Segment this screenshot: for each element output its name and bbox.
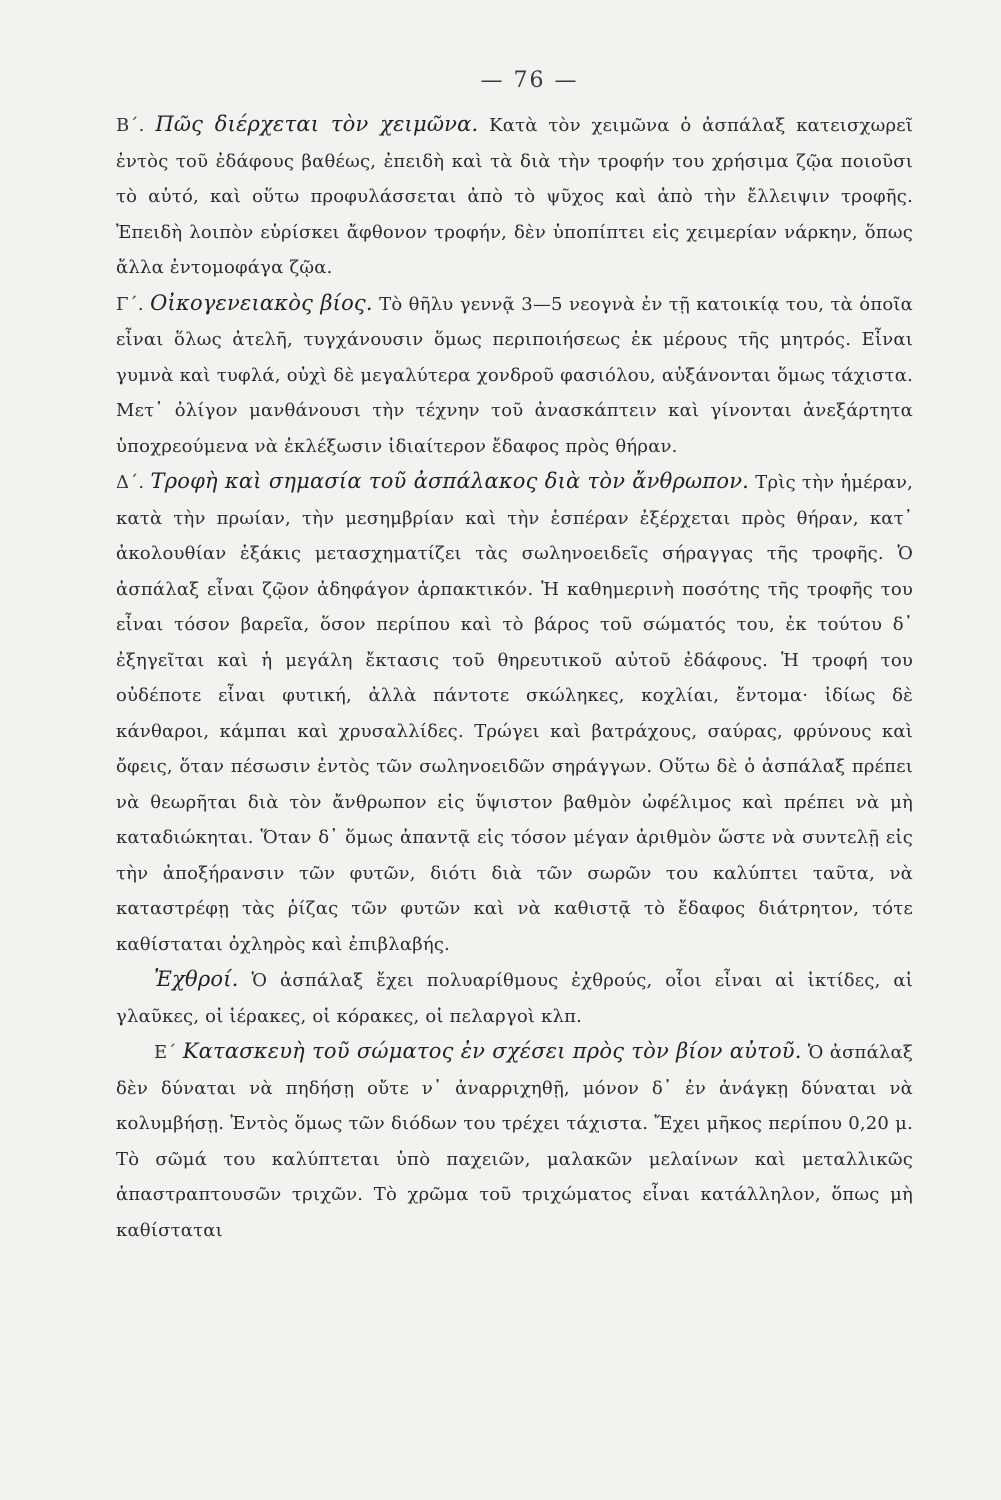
section-heading: Τροφὴ καὶ σημασία τοῦ ἀσπάλακος διὰ τὸν ἄνθρωπον.	[150, 469, 750, 493]
section-b	[116, 107, 913, 286]
section-heading: Ἐχθροί.	[154, 967, 239, 991]
section-text: Τὸ θῆλυ γεννᾷ 3—5 νεογνὰ ἐν τῇ κατοικίᾳ του, τὰ ὁποῖα εἶναι ὅλως ἀτελῆ, τυγχάνουσιν ὅμως περιποιήσεως ἐκ μέρους τῆς μητρός. Εἶναι γυμνὰ καὶ τυφλά, οὐχὶ δὲ μεγαλύτερα χονδροῦ φασιόλου, αὐξάνονται ὅμως τάχιστα. Μετ᾽ ὀλίγον μανθάνουσι τὴν τέχνην τοῦ ἀνασκάπτειν καὶ γίνονται ἀνεξάρτητα ὑποχρεούμενα νὰ ἐκλέξωσιν ἰδιαίτερον ἔδαφος πρὸς θήραν.	[116, 293, 914, 457]
section-letter: Γ΄.	[116, 293, 144, 315]
page-body	[116, 107, 913, 1248]
section-letter: Ε΄	[154, 1042, 177, 1063]
section-heading: Κατασκευὴ τοῦ σώματος ἐν σχέσει πρὸς τὸν βίον αὐτοῦ.	[182, 1039, 802, 1063]
section-heading: Οἰκογενειακὸς βίος.	[150, 290, 373, 315]
section-d	[116, 464, 913, 962]
section-text: Κατὰ τὸν χειμῶνα ὁ ἀσπάλαξ κατεισχωρεῖ ἐντὸς τοῦ ἐδάφους βαθέως, ἐπειδὴ καὶ τὰ διὰ τὴν τροφήν του χρήσιμα ζῷα ποιοῦσι τὸ αὐτό, καὶ οὕτω προφυλάσσεται ἀπὸ τὸ ψῦχος καὶ ἀπὸ τὴν ἔλλειψιν τροφῆς. Ἐπειδὴ λοιπὸν εὑρίσκει ἄφθονον τροφήν, δὲν ὑποπίπτει εἰς χειμερίαν νάρκην, ὅπως ἄλλα ἐντομοφάγα ζῷα.	[116, 115, 914, 278]
section-text: Ὁ ἀσπάλαξ δὲν δύναται νὰ πηδήσῃ οὔτε ν᾽ ἀναρριχηθῇ, μόνον δ᾽ ἐν ἀνάγκῃ δύναται νὰ κολυμβήσῃ. Ἐντὸς ὅμως τῶν διόδων του τρέχει τάχιστα. Ἔχει μῆκος περίπου 0,20 μ. Τὸ σῶμά του καλύπτεται ὑπὸ παχειῶν, μαλακῶν μελαίνων καὶ μεταλλικῶς ἀπαστραπτουσῶν τριχῶν. Τὸ χρῶμα τοῦ τριχώματος εἶναι κατάλληλον, ὅπως μὴ καθίσταται	[116, 1042, 914, 1241]
page-number: — 76 —	[480, 68, 579, 93]
section-text: Ὁ ἀσπάλαξ ἔχει πολυαρίθμους ἐχθρούς, οἷοι εἶναι αἱ ἰκτίδες, αἱ γλαῦκες, οἱ ἱέρακες, οἱ κόρακες, οἱ πελαργοὶ κλπ.	[116, 970, 913, 1027]
section-heading: Πῶς διέρχεται τὸν χειμῶνα.	[155, 112, 479, 136]
section-enemies	[116, 962, 913, 1034]
section-letter: Β΄.	[116, 115, 145, 136]
section-letter: Δ΄.	[116, 472, 145, 493]
section-text: Τρὶς τὴν ἡμέραν, κατὰ τὴν πρωίαν, τὴν μεσημβρίαν καὶ τὴν ἑσπέραν ἐξέρχεται πρὸς θήραν, κατ᾽ ἀκολουθίαν ἑξάκις μετασχηματίζει τὰς σωληνοειδεῖς σήραγγας τῆς τροφῆς. Ὁ ἀσπάλαξ εἶναι ζῷον ἀδηφάγον ἁρπακτικόν. Ἡ καθημερινὴ ποσότης τῆς τροφῆς του εἶναι τόσον βαρεῖα, ὅσον περίπου καὶ τὸ βάρος τοῦ σώματός του, ἐκ τούτου δ᾽ ἐξηγεῖται καὶ ἡ μεγάλη ἔκτασις τοῦ θηρευτικοῦ αὐτοῦ ἐδάφους. Ἡ τροφή του οὐδέποτε εἶναι φυτική, ἀλλὰ πάντοτε σκώληκες, κοχλίαι, ἔντομα· ἰδίως δὲ κάνθαροι, κάμπαι καὶ χρυσαλλίδες. Τρώγει καὶ βατράχους, σαύρας, φρύνους καὶ ὄφεις, ὅταν πέσωσιν ἐντὸς τῶν σωληνοειδῶν σηράγγων. Οὕτω δὲ ὁ ἀσπάλαξ πρέπει νὰ θεωρῆται διὰ τὸν ἄνθρωπον εἰς ὕψιστον βαθμὸν ὠφέλιμος καὶ πρέπει νὰ μὴ καταδιώκηται. Ὅταν δ᾽ ὅμως ἀπαντᾷ εἰς τόσον μέγαν ἀριθμὸν ὥστε νὰ συντελῇ εἰς τὴν ἀποξήρανσιν τῶν φυτῶν, διότι διὰ τῶν σωρῶν του καλύπτει ταῦτα, νὰ καταστρέφῃ τὰς ῥίζας τῶν φυτῶν καὶ νὰ καθιστᾷ τὸ ἔδαφος διάτρητον, τότε καθίσταται ὀχληρὸς καὶ ἐπιβλαβής.	[116, 472, 914, 955]
section-g	[116, 286, 913, 465]
section-e	[116, 1034, 913, 1248]
